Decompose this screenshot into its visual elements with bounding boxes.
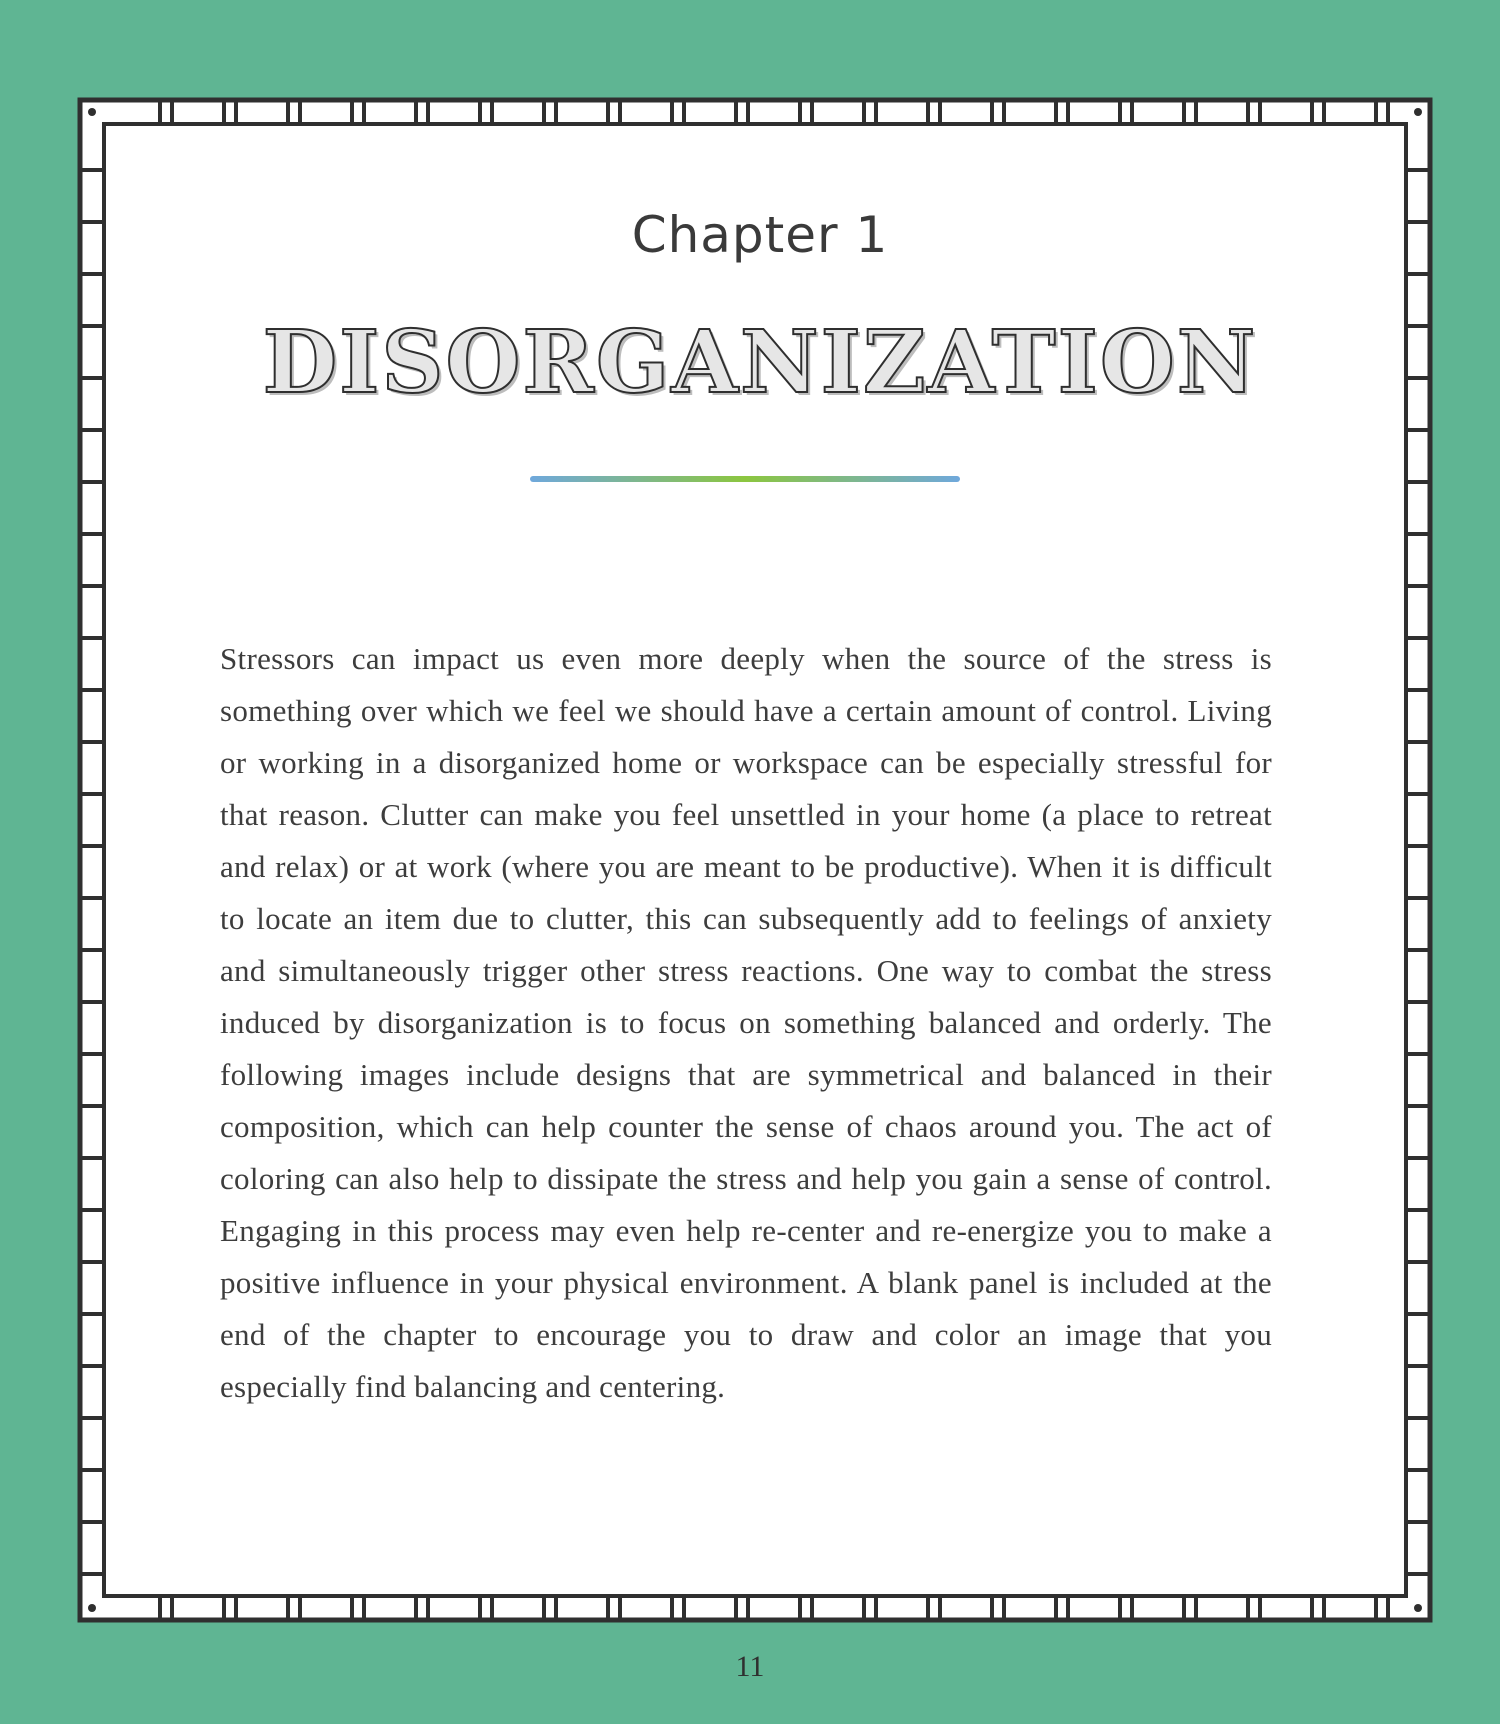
content-panel [120,140,1400,1590]
chapter-label: Chapter 1 [631,206,889,264]
corner-dot-bottom-right [1414,1604,1422,1612]
corner-dot-top-right [1414,108,1422,116]
page-number: 11 [735,1650,765,1683]
body-paragraph: Stressors can impact us even more deeply when the source of the stress is something over which we feel we should have a certain amount of control. Living or working in a disorganized home or workspace can be especially stressful for that reason. Clutter can make you feel unsettled in your home (a place to retreat and relax) or at work (where you are meant to be productive). When it is difficult to locate an item due to clutter, this can subsequently add to feelings of anxiety and simultaneously trigger other stress reactions. One way to combat the stress induced by disorganization is to focus on something balanced and orderly. The following images include designs that are symmetrical and balanced in their composition, which can help counter the sense of chaos around you. The act of coloring can also help to dissipate the stress and help you gain a sense of control. Engaging in this process may even help re-center and re-energize you to make a positive influence in your physical environment. A blank panel is included at the end of the chapter to encourage you to draw and color an image that you especially find balancing and centering. [220,641,1272,1404]
corner-dot-top-left [88,108,96,116]
title-underline [530,476,960,482]
chapter-title: DISORGANIZATION [262,312,1258,413]
corner-dot-bottom-left [88,1604,96,1612]
